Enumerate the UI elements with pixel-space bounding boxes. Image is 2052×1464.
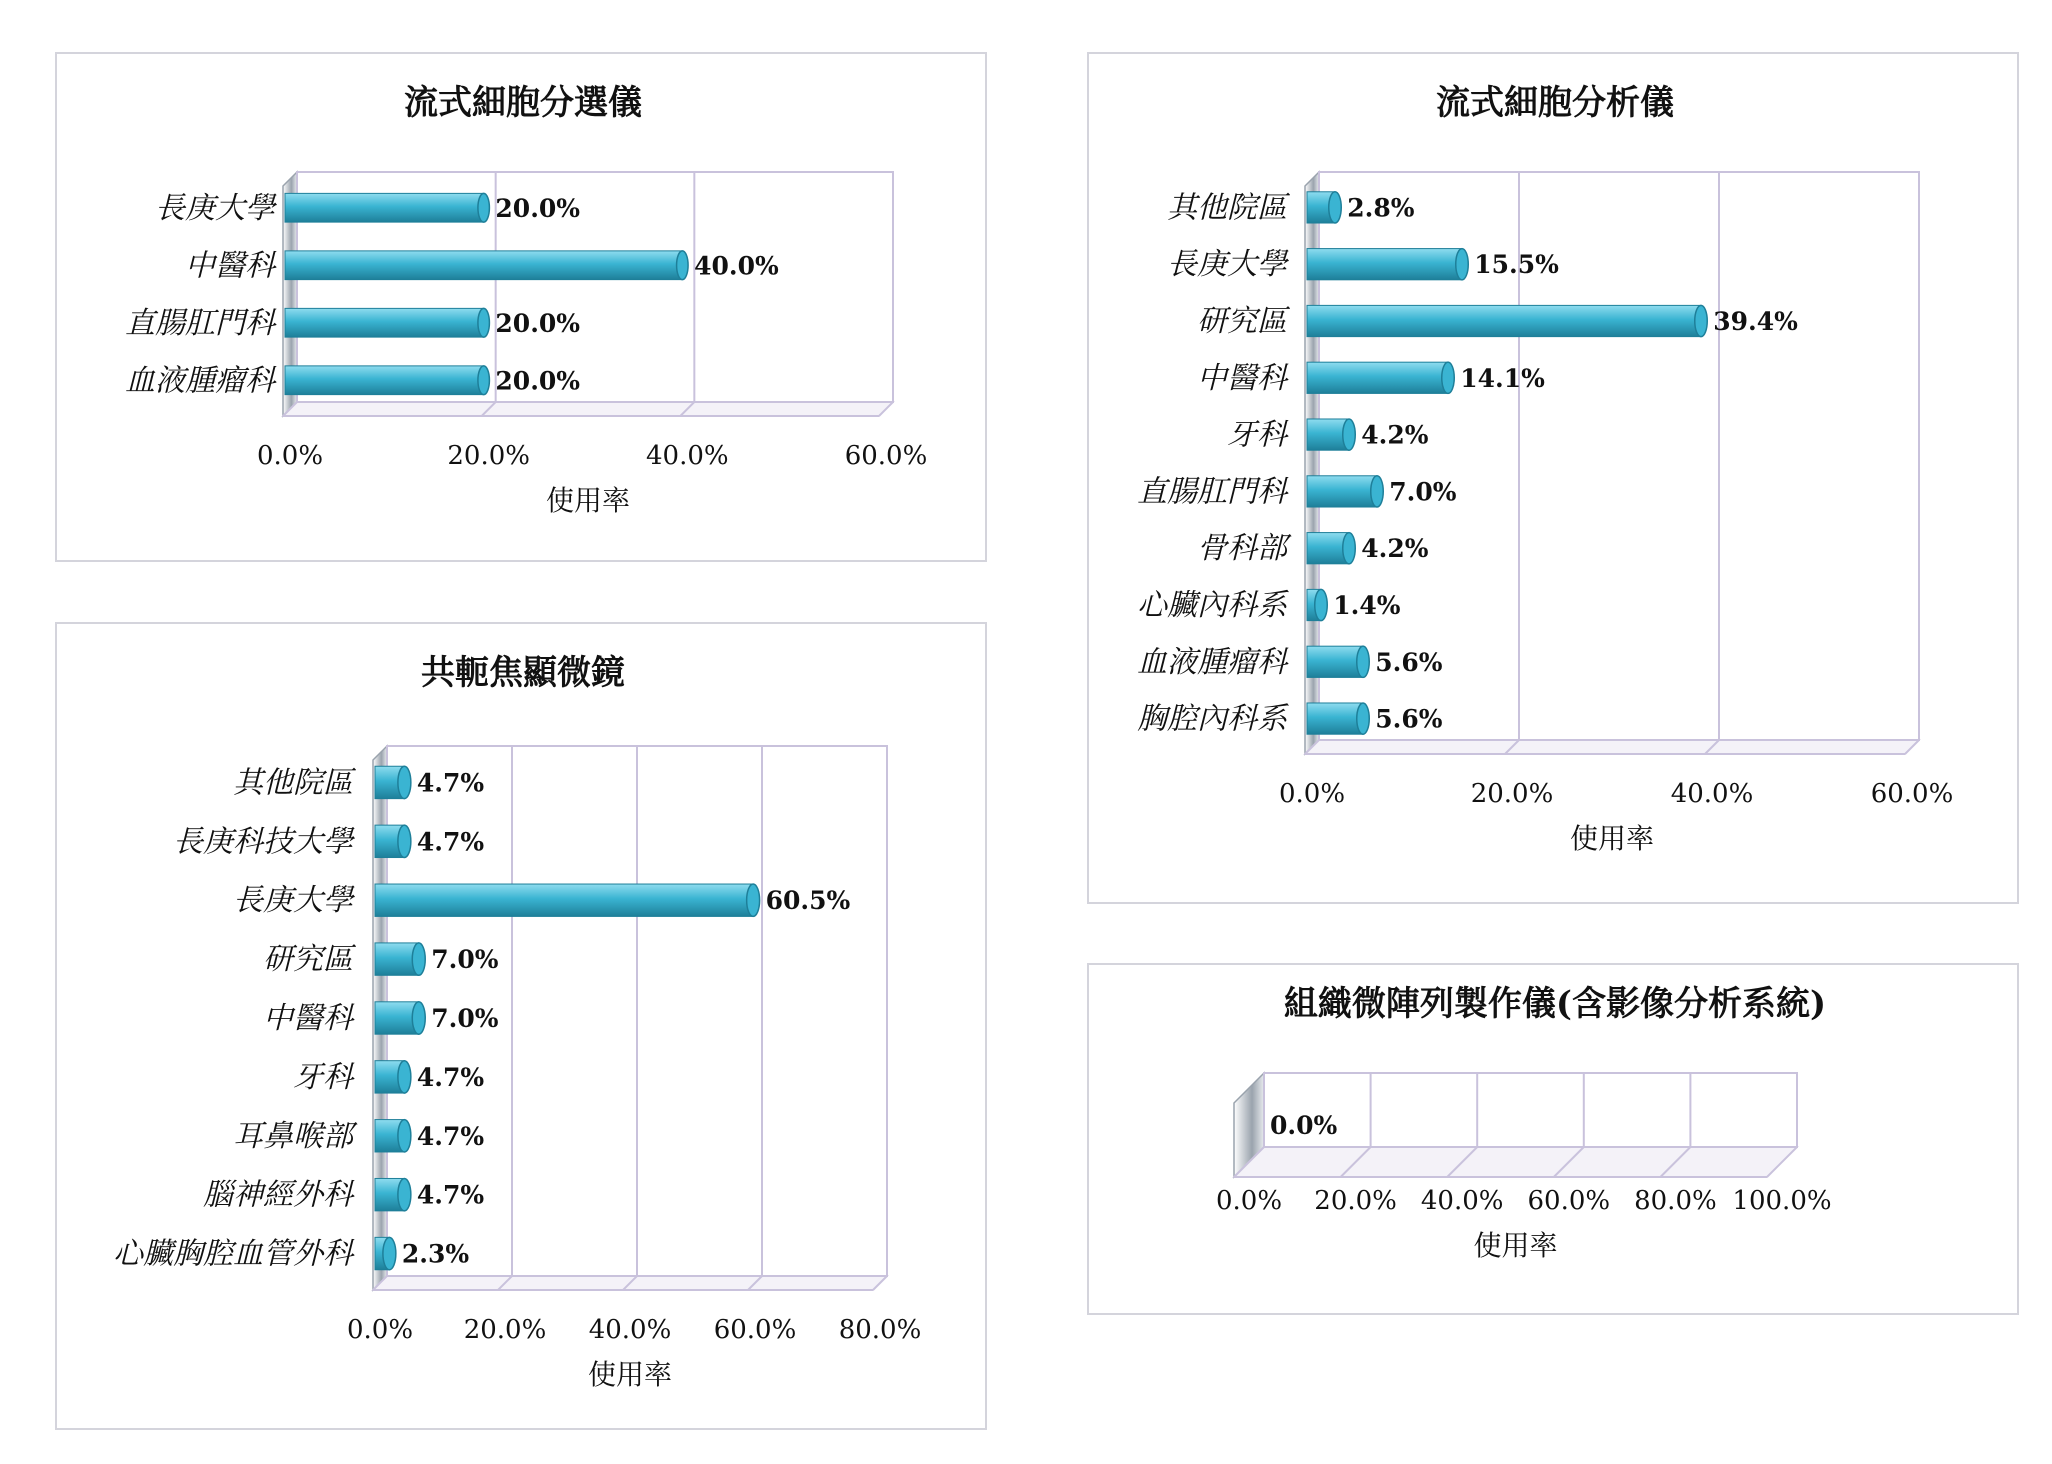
bar-end-cap bbox=[478, 193, 490, 222]
y-category-label: 中醫科 bbox=[185, 248, 275, 284]
bar bbox=[1307, 703, 1363, 734]
y-category-label: 骨科部 bbox=[1197, 531, 1287, 567]
y-category-label: 血液腫瘤科 bbox=[125, 363, 275, 399]
bar-value-label: 5.6% bbox=[1375, 647, 1443, 677]
bar-value-label: 15.5% bbox=[1474, 250, 1559, 280]
chart-confocal bbox=[57, 624, 989, 1432]
x-tick-label: 40.0% bbox=[588, 1315, 672, 1345]
bar bbox=[1307, 305, 1701, 336]
chart-panel-sorter bbox=[55, 52, 987, 562]
chart-panel-tissue-array bbox=[1087, 963, 2019, 1315]
x-tick-label: 40.0% bbox=[1420, 1186, 1504, 1216]
bar-end-cap bbox=[1315, 589, 1327, 620]
chart-title: 共軛焦顯微鏡 bbox=[421, 653, 625, 693]
bar-value-label: 14.1% bbox=[1460, 363, 1545, 393]
x-axis-title: 使用率 bbox=[545, 484, 631, 517]
bar-end-cap bbox=[478, 366, 490, 395]
chart-floor bbox=[1234, 1147, 1797, 1177]
bar-end-cap bbox=[398, 766, 411, 798]
bar-value-label: 4.2% bbox=[1361, 534, 1429, 564]
bar-end-cap bbox=[1442, 362, 1454, 393]
y-category-label: 研究區 bbox=[263, 942, 353, 978]
bar-value-label: 7.0% bbox=[431, 1004, 499, 1033]
bar-end-cap bbox=[1456, 249, 1468, 280]
y-category-label: 其他院區 bbox=[1167, 190, 1287, 226]
bar-end-cap bbox=[1343, 419, 1355, 450]
bar-end-cap bbox=[1695, 305, 1707, 336]
y-category-label: 牙科 bbox=[1227, 417, 1287, 453]
x-tick-label: 40.0% bbox=[646, 441, 729, 471]
bar-end-cap bbox=[398, 1120, 411, 1152]
chart-title: 流式細胞分析儀 bbox=[1436, 83, 1674, 123]
y-category-label: 長庚大學 bbox=[233, 883, 353, 919]
chart-analyzer bbox=[1089, 54, 2021, 906]
x-tick-label: 60.0% bbox=[1870, 779, 1954, 809]
bar-end-cap bbox=[383, 1237, 396, 1269]
x-tick-label: 0.0% bbox=[1215, 1186, 1283, 1216]
bar-value-label: 60.5% bbox=[765, 886, 851, 916]
bar-value-label: 4.7% bbox=[416, 768, 485, 798]
x-tick-label: 60.0% bbox=[713, 1315, 797, 1345]
x-tick-label: 80.0% bbox=[1634, 1186, 1717, 1216]
bar-value-label: 2.3% bbox=[401, 1239, 470, 1269]
bar-end-cap bbox=[1343, 533, 1355, 564]
chart-panel-analyzer bbox=[1087, 52, 2019, 904]
y-category-label: 中醫科 bbox=[1197, 360, 1287, 396]
chart-panel-confocal bbox=[55, 622, 987, 1430]
y-category-label: 牙科 bbox=[293, 1059, 353, 1095]
bar-value-label: 20.0% bbox=[495, 366, 581, 396]
x-tick-label: 100.0% bbox=[1732, 1186, 1832, 1216]
y-category-label: 胸腔內科系 bbox=[1137, 701, 1287, 737]
y-category-label: 耳鼻喉部 bbox=[233, 1118, 353, 1154]
y-category-label: 腦神經外科 bbox=[203, 1177, 353, 1213]
bar-value-label: 7.0% bbox=[1389, 477, 1457, 507]
x-tick-label: 0.0% bbox=[256, 441, 324, 471]
bar-value-label: 0.0% bbox=[1270, 1111, 1338, 1140]
bar-value-label: 39.4% bbox=[1713, 307, 1798, 336]
bar-value-label: 4.7% bbox=[416, 1062, 485, 1092]
chart-sorter bbox=[57, 54, 989, 564]
chart-title: 流式細胞分選儀 bbox=[404, 83, 642, 123]
bar-end-cap bbox=[677, 251, 689, 280]
x-axis-title: 使用率 bbox=[587, 1358, 673, 1391]
x-tick-label: 60.0% bbox=[1527, 1186, 1611, 1216]
bar-end-cap bbox=[398, 825, 411, 857]
x-tick-label: 40.0% bbox=[1670, 779, 1754, 809]
bar-value-label: 20.0% bbox=[495, 193, 581, 223]
y-category-label: 心臟內科系 bbox=[1137, 588, 1287, 623]
bar-value-label: 1.4% bbox=[1333, 591, 1401, 620]
bar bbox=[285, 193, 484, 222]
x-tick-label: 20.0% bbox=[1470, 779, 1554, 809]
y-category-label: 直腸肛門科 bbox=[125, 305, 275, 341]
x-tick-label: 20.0% bbox=[1314, 1186, 1397, 1216]
bar-value-label: 4.7% bbox=[416, 1121, 485, 1151]
y-category-label: 中醫科 bbox=[263, 1001, 353, 1036]
chart-back-wall bbox=[1264, 1073, 1797, 1147]
bar bbox=[1307, 362, 1448, 393]
y-category-label: 長庚大學 bbox=[1167, 247, 1287, 283]
y-category-label: 研究區 bbox=[1197, 304, 1287, 339]
bar-value-label: 7.0% bbox=[431, 945, 499, 975]
bar-value-label: 20.0% bbox=[495, 308, 581, 338]
bar bbox=[285, 308, 484, 337]
bar bbox=[285, 251, 682, 280]
bar-end-cap bbox=[412, 1002, 425, 1034]
y-category-label: 其他院區 bbox=[233, 765, 353, 801]
bar-end-cap bbox=[398, 1178, 411, 1210]
bar-value-label: 2.8% bbox=[1347, 193, 1415, 223]
bar-value-label: 4.7% bbox=[416, 827, 485, 857]
x-axis-title: 使用率 bbox=[1569, 822, 1655, 855]
bar bbox=[285, 366, 484, 395]
bar-value-label: 40.0% bbox=[694, 251, 779, 281]
x-axis-title: 使用率 bbox=[1473, 1229, 1558, 1262]
bar-end-cap bbox=[398, 1061, 411, 1093]
x-tick-label: 0.0% bbox=[346, 1315, 414, 1345]
y-category-label: 心臟胸腔血管外科 bbox=[113, 1236, 353, 1272]
x-tick-label: 60.0% bbox=[844, 441, 928, 471]
bar-end-cap bbox=[412, 943, 425, 975]
x-tick-label: 0.0% bbox=[1278, 779, 1346, 809]
x-tick-label: 20.0% bbox=[463, 1315, 547, 1345]
bar-value-label: 4.2% bbox=[1361, 420, 1429, 450]
bar-value-label: 5.6% bbox=[1375, 704, 1443, 734]
bar-end-cap bbox=[1371, 476, 1383, 507]
chart-floor bbox=[1305, 740, 1919, 754]
y-category-label: 長庚大學 bbox=[155, 190, 275, 226]
chart-tissue-array bbox=[1089, 965, 2021, 1317]
bar-end-cap bbox=[1357, 646, 1369, 677]
x-tick-label: 20.0% bbox=[447, 441, 530, 471]
bar-end-cap bbox=[478, 308, 490, 337]
y-category-label: 長庚科技大學 bbox=[173, 824, 353, 860]
bar-end-cap bbox=[747, 884, 760, 916]
bar bbox=[1307, 249, 1462, 280]
bar bbox=[375, 884, 753, 916]
bar-value-label: 4.7% bbox=[416, 1180, 485, 1210]
y-category-label: 血液腫瘤科 bbox=[1137, 644, 1287, 680]
x-tick-label: 80.0% bbox=[838, 1315, 922, 1345]
chart-title: 組織微陣列製作儀(含影像分析系統) bbox=[1283, 984, 1827, 1024]
bar bbox=[1307, 476, 1377, 507]
bar-end-cap bbox=[1357, 703, 1369, 734]
bar bbox=[1307, 646, 1363, 677]
y-category-label: 直腸肛門科 bbox=[1137, 474, 1287, 510]
bar-end-cap bbox=[1329, 192, 1341, 223]
chart-floor bbox=[283, 402, 893, 416]
